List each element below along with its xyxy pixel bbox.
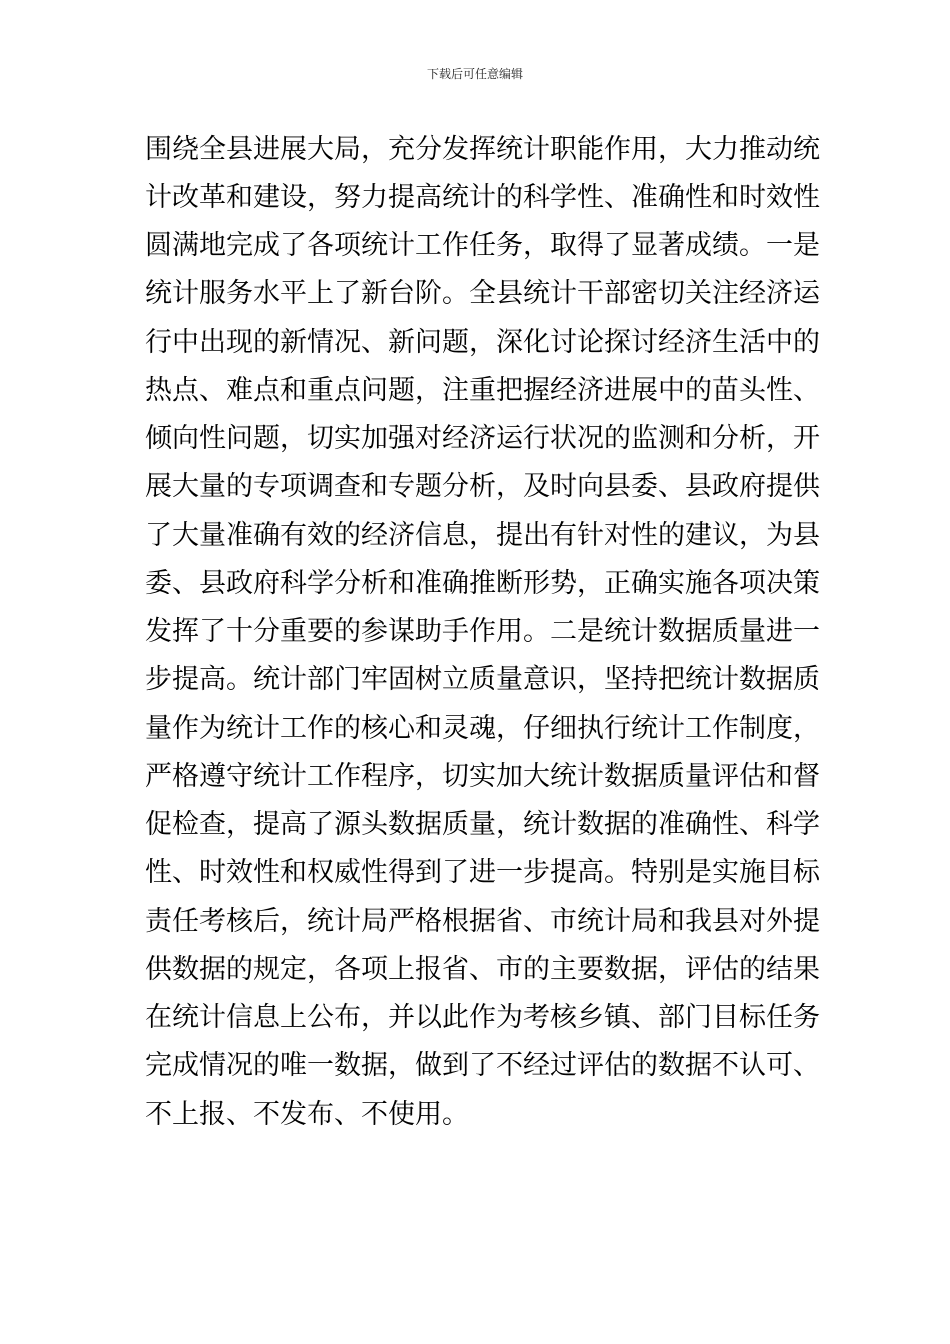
text-line: 步提高。统计部门牢固树立质量意识，坚持把统计数据质 (145, 664, 820, 695)
text-line: 供数据的规定，各项上报省、市的主要数据，评估的结果 (145, 954, 820, 985)
text-line: 倾向性问题，切实加强对经济运行状况的监测和分析，开 (145, 423, 820, 454)
text-line: 计改革和建设，努力提高统计的科学性、准确性和时效性 (145, 182, 820, 213)
text-line: 严格遵守统计工作程序，切实加大统计数据质量评估和督 (145, 761, 820, 792)
text-line: 责任考核后，统计局严格根据省、市统计局和我县对外提 (145, 906, 820, 937)
text-line: 围绕全县进展大局，充分发挥统计职能作用，大力推动统 (145, 134, 820, 165)
text-line: 完成情况的唯一数据，做到了不经过评估的数据不认可、 (145, 1050, 820, 1081)
text-line: 发挥了十分重要的参谋助手作用。二是统计数据质量进一 (145, 616, 820, 647)
text-line: 行中出现的新情况、新问题，深化讨论探讨经济生活中的 (145, 327, 820, 358)
text-line: 了大量准确有效的经济信息，提出有针对性的建议，为县 (145, 520, 820, 551)
text-line: 热点、难点和重点问题，注重把握经济进展中的苗头性、 (145, 375, 820, 406)
text-line: 统计服务水平上了新台阶。全县统计干部密切关注经济运 (145, 278, 820, 309)
text-line: 量作为统计工作的核心和灵魂，仔细执行统计工作制度， (145, 713, 820, 744)
text-line: 展大量的专项调查和专题分析，及时向县委、县政府提供 (145, 471, 820, 502)
text-line: 促检查，提高了源头数据质量，统计数据的准确性、科学 (145, 809, 820, 840)
text-line: 委、县政府科学分析和准确推断形势，正确实施各项决策 (145, 568, 820, 599)
text-line: 不上报、不发布、不使用。 (145, 1099, 469, 1130)
text-line: 圆满地完成了各项统计工作任务，取得了显著成绩。一是 (145, 230, 820, 261)
text-line: 性、时效性和权威性得到了进一步提高。特别是实施目标 (145, 857, 820, 888)
text-line: 在统计信息上公布，并以此作为考核乡镇、部门目标任务 (145, 1002, 820, 1033)
page-header-note: 下载后可任意编辑 (426, 67, 523, 81)
